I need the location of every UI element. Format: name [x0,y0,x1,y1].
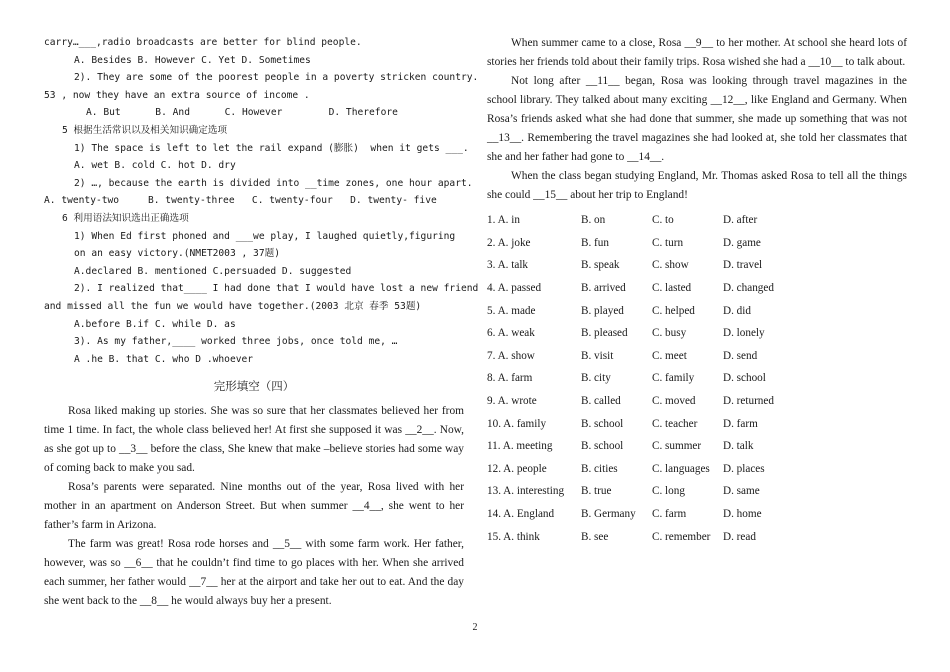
option-cell: B. city [581,372,611,385]
exercise-line: 2). I realized that____ I had done that I would have lost a new friend [74,283,479,295]
option-cell: D. after [723,214,758,227]
exercise-line: and missed all the fun we would have together.(2003 北京 春季 53题) [44,300,422,312]
option-cell: B. fun [581,236,609,249]
exercise-line: 3). As my father,____ worked three jobs, once told me, … [74,336,398,348]
option-cell: 15. A. think [487,530,540,543]
grammar-exercise-block [44,34,479,368]
exercise-line: A.declared B. mentioned C.persuaded D. suggested [74,265,352,277]
page-number: 2 [472,622,478,633]
right-column [487,34,907,548]
option-cell: D. send [723,349,758,362]
option-cell: D. changed [723,282,774,295]
option-cell: B. pleased [581,327,628,340]
passage-paragraph-4: When summer came to a close, Rosa __9__ to her mother. At school she heard lots of stories her friends told about their family trips. Rosa wished she had a __10__ to talk about. [487,37,907,68]
option-row [487,322,907,345]
option-cell: B. arrived [581,282,626,295]
option-cell: 10. A. family [487,417,547,430]
left-column [44,34,479,611]
option-row [487,480,907,503]
passage-paragraph-5: Not long after __11__ began, Rosa was looking through travel magazines in the school library. They talked about many exciting __12__, like England and Germany. When Rosa’s friends asked what she had done that summer, she made up something that was not __13__. Remembering the travel magazines she had looked at, she told her classmates that she and her father had gone to __14__. [487,75,907,163]
option-cell: D. farm [723,417,758,430]
exercise-line: A. wet B. cold C. hot D. dry [74,160,236,172]
option-cell: C. family [652,372,695,385]
option-row [487,435,907,458]
option-cell: D. read [723,530,756,543]
exercise-line: A. But B. And C. However D. Therefore [86,107,398,119]
answer-options-table [487,209,907,548]
exercise-line: A. twenty-two B. twenty-three C. twenty-four D. twenty- five [44,195,437,207]
option-cell: 4. A. passed [487,282,542,295]
option-cell: 3. A. talk [487,259,529,272]
option-cell: 5. A. made [487,304,536,317]
option-cell: 13. A. interesting [487,485,565,498]
option-cell: 14. A. England [487,508,555,521]
option-cell: D. school [723,372,766,385]
option-row [487,525,907,548]
option-row [487,458,907,481]
exercise-line: 53 , now they have an extra source of income . [44,89,310,101]
exercise-line: 1) When Ed first phoned and ___we play, I laughed quietly,figuring [74,230,456,242]
exercise-line: 2) …, because the earth is divided into __time zones, one hour apart. [74,177,473,189]
option-cell: C. moved [652,395,696,408]
option-cell: 11. A. meeting [487,440,553,453]
option-cell: D. talk [723,440,754,453]
option-cell: 6. A. weak [487,327,535,340]
option-cell: D. returned [723,395,774,408]
option-row [487,367,907,390]
option-cell: C. helped [652,304,695,317]
option-cell: B. see [581,530,609,543]
option-cell: B. speak [581,259,620,272]
option-cell: B. on [581,214,606,227]
option-cell: D. home [723,508,762,521]
exercise-line: 5 根据生活常识以及相关知识确定选项 [62,124,228,136]
option-cell: C. turn [652,236,684,249]
option-row [487,277,907,300]
option-row [487,345,907,368]
option-row [487,390,907,413]
cloze-passage-part1 [44,402,464,611]
option-row [487,232,907,255]
option-cell: C. long [652,485,685,498]
exercise-line: 6 利用语法知识选出正确选项 [62,212,189,224]
option-cell: D. did [723,304,751,317]
option-cell: 8. A. farm [487,372,533,385]
option-cell: C. teacher [652,417,698,430]
option-row [487,412,907,435]
option-cell: C. to [652,214,674,227]
option-cell: B. true [581,485,612,498]
option-cell: 2. A. joke [487,236,531,249]
option-cell: C. lasted [652,282,692,295]
option-cell: D. travel [723,259,763,272]
option-cell: C. languages [652,462,710,475]
option-cell: C. farm [652,508,687,521]
passage-paragraph-1: Rosa liked making up stories. She was so sure that her classmates believed her from time 1 time. In fact, the whole class believed her! At first she supposed it was __2__. Now, as she got up to __3__ before the class, She knew that make –believe stories had some way of coming back to make you sad. [44,405,464,475]
option-cell: C. show [652,259,689,272]
option-cell: C. summer [652,440,702,453]
passage-paragraph-6: When the class began studying England, Mr. Thomas asked Rosa to tell all the things she could __15__ about her trip to England! [487,170,907,201]
exercise-line: A. Besides B. However C. Yet D. Sometimes [74,54,311,66]
option-cell: D. same [723,485,760,498]
option-cell: D. lonely [723,327,765,340]
exercise-line: A.before B.if C. while D. as [74,318,236,330]
option-cell: 12. A. people [487,462,547,475]
option-row [487,209,907,232]
cloze-passage-part2 [487,34,907,205]
option-cell: 1. A. in [487,214,520,227]
option-cell: D. places [723,462,765,475]
exercise-line: A .he B. that C. who D .whoever [74,353,254,365]
option-cell: D. game [723,236,761,249]
exercise-line: carry…___,radio broadcasts are better for blind people. [44,37,362,48]
option-cell: B. school [581,417,624,430]
option-cell: C. remember [652,530,711,543]
option-row [487,254,907,277]
exercise-line: 1) The space is left to let the rail expand (膨胀) when it gets ___. [74,142,469,154]
option-cell: B. school [581,440,624,453]
option-cell: 7. A. show [487,349,535,362]
option-cell: B. visit [581,349,614,362]
option-cell: C. busy [652,327,687,340]
option-cell: 9. A. wrote [487,395,537,408]
exercise-line: on an easy victory.(NMET2003 , 37题) [74,248,280,260]
passage-paragraph-3: The farm was great! Rosa rode horses and __5__ with some farm work. Her father, however, was so __6__ that he couldn’t find time to go places with her. When she arrived each summer, her father would __7__ her at the airport and take her out to eat. And the day she went back to the __8__ he would always buy her a present. [44,538,464,608]
option-cell: B. called [581,395,621,408]
option-cell: B. Germany [581,508,636,521]
exercise-line: 2). They are some of the poorest people in a poverty stricken country. [74,72,479,84]
option-cell: B. cities [581,462,618,475]
section-title: 完形填空（四） [213,381,295,394]
option-cell: C. meet [652,349,687,362]
option-row [487,299,907,322]
option-row [487,503,907,526]
passage-paragraph-2: Rosa’s parents were separated. Nine months out of the year, Rosa lived with her mother in an apartment on Anderson Street. But when summer __4__, she went to her father’s farm in Arizona. [44,481,464,532]
option-cell: B. played [581,304,624,317]
